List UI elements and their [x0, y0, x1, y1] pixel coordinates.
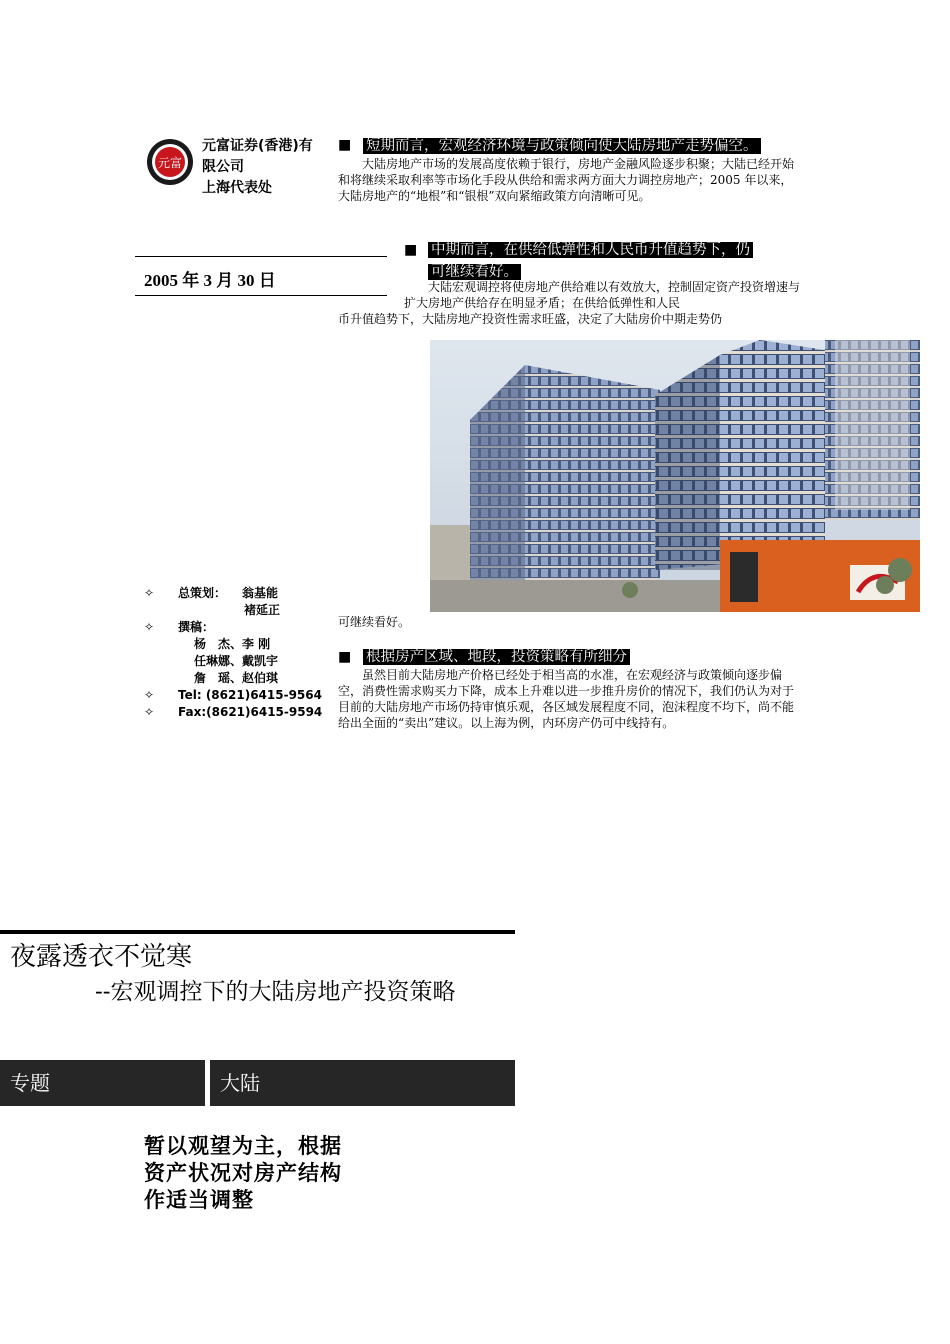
planner-name-2: 褚延正 [244, 603, 281, 617]
fax-number: Fax:(8621)6415-9594 [178, 705, 323, 719]
section-1-heading: 短期而言，宏观经济环境与政策倾向使大陆房地产走势偏空。 [363, 135, 761, 157]
building-photo [430, 340, 920, 612]
credit-bullet: ✧ [144, 688, 155, 702]
company-logo [145, 137, 195, 187]
summary-recommendation: 暂以观望为主，根据资产状况对房产结构作适当调整 [144, 1133, 342, 1212]
region-label: 大陆 [220, 1071, 260, 1095]
section-1-bullet: ■ [338, 137, 352, 153]
credits-block [144, 585, 334, 720]
date-bottom-rule [135, 295, 387, 296]
tel-number: Tel: (8621)6415-9564 [178, 688, 322, 702]
logo-text: 元富 [157, 156, 183, 170]
section-3-heading: 根据房产区域、地段，投资策略有所细分 [363, 646, 630, 668]
category-bar-right [210, 1060, 515, 1106]
report-title: 夜露透衣不觉寒 [10, 942, 193, 972]
writer-label: 撰稿： [178, 620, 215, 634]
section-2-body-indent: 大陆宏观调控将使房地产供给难以有效放大，控制固定资产投资增速与扩大房地产供给存在明显矛盾；在供给低弹性和人民 [404, 280, 801, 310]
section-2-heading: 中期而言，在供给低弹性和人民币升值趋势下，仍 可继续看好。 [428, 239, 753, 283]
company-name [202, 136, 342, 199]
writer-line-2: 任琳娜、戴凯宇 [194, 654, 279, 668]
section-2-bullet: ■ [404, 242, 418, 258]
planner-label: 总策划： [178, 586, 227, 600]
category-label: 专题 [10, 1071, 50, 1095]
report-date: 2005 年 3 月 30 日 [144, 271, 276, 290]
section-3-bullet: ■ [338, 649, 352, 665]
title-rule [0, 930, 515, 934]
writer-line-3: 詹 瑶、赵伯琪 [194, 671, 279, 685]
company-line-2: 限公司 [202, 159, 244, 175]
category-bar-left [0, 1060, 205, 1106]
planner-name-1: 翁基能 [242, 586, 279, 600]
section-1-body: 大陆房地产市场的发展高度依赖于银行，房地产金融风险逐步积聚；大陆已经开始和将继续采取利率等市场化手段从供给和需求两方面大力调控房地产；2005 年以来，大陆房地产的“地根”和“银根”双向紧缩政策方向清晰可见。 [338, 157, 795, 203]
credit-bullet: ✧ [144, 705, 155, 719]
section-2-body-tail: 可继续看好。 [338, 615, 411, 629]
credit-bullet: ✧ [144, 586, 155, 600]
date-top-rule [135, 256, 387, 257]
company-line-1: 元富证券(香港)有 [202, 138, 313, 154]
company-line-3: 上海代表处 [202, 180, 272, 196]
writer-line-1: 杨 杰、李 刚 [194, 637, 271, 651]
section-2-body-continued: 币升值趋势下，大陆房地产投资性需求旺盛，决定了大陆房价中期走势仍 [338, 312, 723, 326]
credit-bullet: ✧ [144, 620, 155, 634]
report-subtitle: --宏观调控下的大陆房地产投资策略 [95, 979, 456, 1005]
section-3-body: 虽然目前大陆房地产价格已经处于相当高的水准，在宏观经济与政策倾向逐步偏空，消费性需求购买力下降，成本上升难以进一步推升房价的情况下，我们仍认为对于目前的大陆房地产市场仍持审慎乐观，各区域发展程度不同，泡沫程度不均下，尚不能给出全面的“卖出”建议。以上海为例，内环房产仍可中线持有。 [338, 668, 795, 730]
